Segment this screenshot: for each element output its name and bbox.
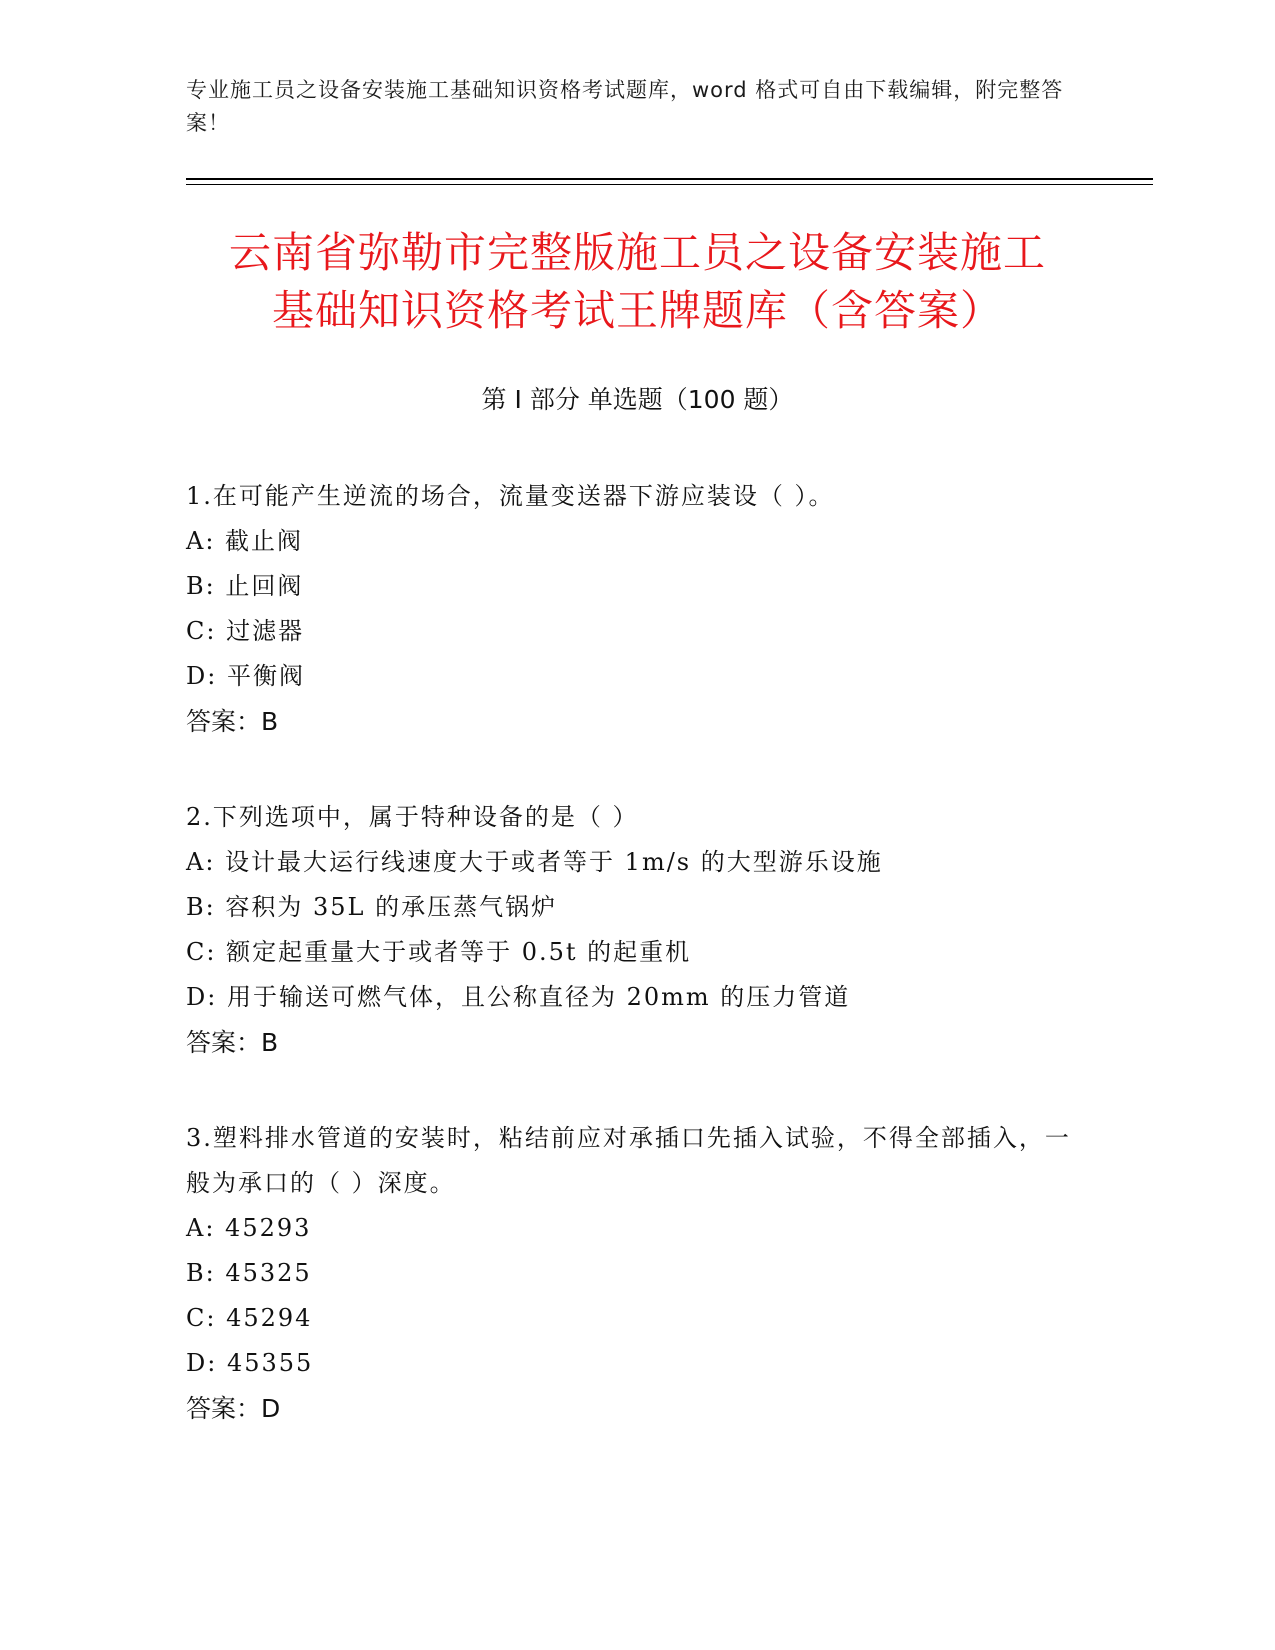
option-a: A: 截止阀 xyxy=(186,527,304,555)
question-1 xyxy=(186,474,1086,744)
question-3 xyxy=(186,1116,1086,1431)
document-title xyxy=(150,224,1125,340)
answer-line: 答案：B xyxy=(186,707,279,736)
answer-line: 答案：B xyxy=(186,1028,279,1057)
option-b: B: 45325 xyxy=(186,1259,312,1287)
section-title: 第 I 部分 单选题（100 题） xyxy=(481,385,794,414)
question-stem: 3.塑料排水管道的安装时，粘结前应对承插口先插入试验，不得全部插入，一般为承口的（ ）深度。 xyxy=(186,1124,1071,1197)
question-stem: 2.下列选项中，属于特种设备的是（ ） xyxy=(186,803,639,831)
option-a: A: 设计最大运行线速度大于或者等于 1m/s 的大型游乐设施 xyxy=(186,848,883,876)
header-note: 专业施工员之设备安装施工基础知识资格考试题库，word 格式可自由下载编辑，附完整答案！ xyxy=(186,78,1064,135)
option-b: B: 止回阀 xyxy=(186,572,304,600)
answer-line: 答案：D xyxy=(186,1394,281,1423)
option-d: D: 平衡阀 xyxy=(186,662,305,690)
header-rule-thick xyxy=(186,178,1153,180)
option-a: A: 45293 xyxy=(186,1214,312,1242)
option-c: C: 额定起重量大于或者等于 0.5t 的起重机 xyxy=(186,938,692,966)
option-b: B: 容积为 35L 的承压蒸气锅炉 xyxy=(186,893,558,921)
question-stem: 1.在可能产生逆流的场合，流量变送器下游应装设（ ）。 xyxy=(186,482,835,510)
document-title-line-2: 基础知识资格考试王牌题库（含答案） xyxy=(271,286,1003,335)
option-d: D: 45355 xyxy=(186,1349,314,1377)
question-list xyxy=(186,474,1086,1482)
header-rule-thin xyxy=(186,184,1153,185)
question-2 xyxy=(186,795,1086,1065)
option-c: C: 45294 xyxy=(186,1304,313,1332)
option-d: D: 用于输送可燃气体，且公称直径为 20mm 的压力管道 xyxy=(186,983,851,1011)
document-title-line-1: 云南省弥勒市完整版施工员之设备安装施工 xyxy=(228,228,1046,277)
option-c: C: 过滤器 xyxy=(186,617,305,645)
